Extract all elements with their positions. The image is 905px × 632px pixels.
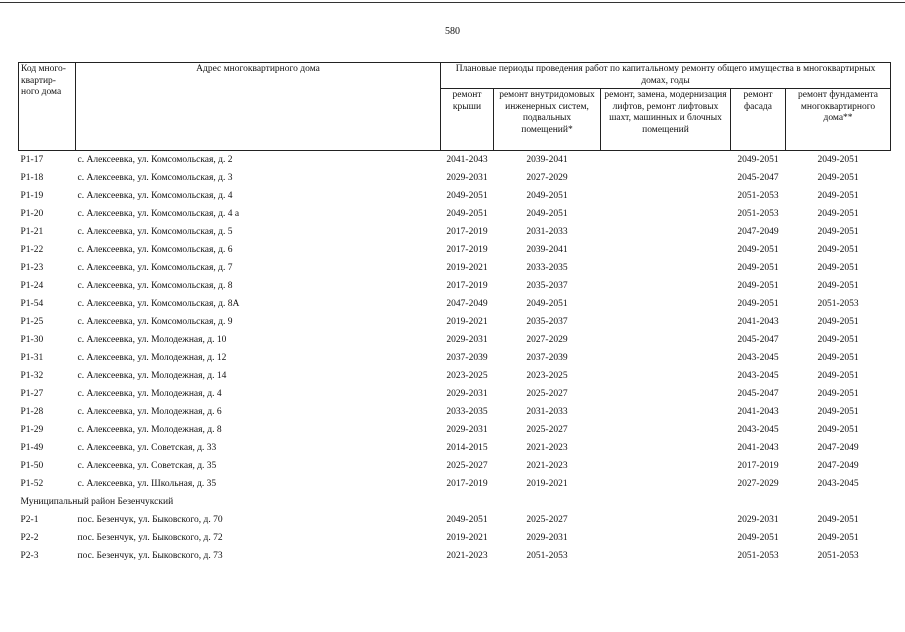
cell-code: Р1-22: [20, 245, 44, 255]
table-row: [19, 439, 891, 457]
cell-facade: 2051-2053: [737, 191, 779, 201]
header-periods: Плановые периоды проведения работ по капитальному ремонту общего имущества в многоквартирных домах, годы: [441, 63, 891, 89]
cell-code: Р1-54: [20, 299, 44, 309]
cell-foundation: 2047-2049: [817, 443, 859, 453]
cell-address: с. Алексеевка, ул. Советская, д. 33: [77, 443, 217, 453]
table-row: [19, 277, 891, 295]
cell-address: пос. Безенчук, ул. Быковского, д. 73: [77, 551, 223, 561]
cell-elevators: [601, 331, 731, 349]
cell-address: с. Алексеевка, ул. Молодежная, д. 10: [77, 335, 227, 345]
table-row: [19, 367, 891, 385]
cell-roof: 2014-2015: [446, 443, 488, 453]
cell-facade: 2043-2045: [737, 425, 779, 435]
cell-address: с. Алексеевка, ул. Советская, д. 35: [77, 461, 217, 471]
cell-elevators: [601, 295, 731, 313]
cell-code: Р1-23: [20, 263, 44, 273]
cell-address: с. Алексеевка, ул. Школьная, д. 35: [77, 479, 217, 489]
cell-internal-systems: 2039-2041: [526, 245, 568, 255]
cell-internal-systems: 2027-2029: [526, 173, 568, 183]
cell-facade: 2049-2051: [737, 299, 779, 309]
cell-foundation: 2049-2051: [817, 209, 859, 219]
cell-foundation: 2049-2051: [817, 281, 859, 291]
cell-foundation: 2047-2049: [817, 461, 859, 471]
cell-facade: 2041-2043: [737, 407, 779, 417]
cell-internal-systems: 2023-2025: [526, 371, 568, 381]
cell-facade: 2045-2047: [737, 335, 779, 345]
cell-elevators: [601, 457, 731, 475]
cell-address: с. Алексеевка, ул. Комсомольская, д. 8: [77, 281, 233, 291]
cell-facade: 2027-2029: [737, 479, 779, 489]
cell-facade: 2043-2045: [737, 353, 779, 363]
cell-code: Р1-18: [20, 173, 44, 183]
cell-code: Р1-31: [20, 353, 44, 363]
table-row: [19, 349, 891, 367]
cell-internal-systems: 2025-2027: [526, 389, 568, 399]
cell-elevators: [601, 313, 731, 331]
cell-foundation: 2049-2051: [817, 515, 859, 525]
cell-internal-systems: 2037-2039: [526, 353, 568, 363]
cell-foundation: 2049-2051: [817, 335, 859, 345]
cell-address: с. Алексеевка, ул. Комсомольская, д. 5: [77, 227, 233, 237]
cell-code: Р1-30: [20, 335, 44, 345]
cell-elevators: [601, 439, 731, 457]
cell-elevators: [601, 547, 731, 565]
table-row: [19, 385, 891, 403]
cell-roof: 2017-2019: [446, 245, 488, 255]
cell-address: с. Алексеевка, ул. Комсомольская, д. 4 а: [77, 209, 240, 219]
cell-facade: 2029-2031: [737, 515, 779, 525]
cell-address: с. Алексеевка, ул. Комсомольская, д. 6: [77, 245, 233, 255]
cell-roof: 2029-2031: [446, 335, 488, 345]
cell-elevators: [601, 349, 731, 367]
cell-foundation: 2049-2051: [817, 173, 859, 183]
cell-roof: 2029-2031: [446, 173, 488, 183]
cell-facade: 2051-2053: [737, 209, 779, 219]
cell-facade: 2041-2043: [737, 443, 779, 453]
cell-facade: 2049-2051: [737, 281, 779, 291]
cell-address: с. Алексеевка, ул. Молодежная, д. 4: [77, 389, 222, 399]
cell-roof: 2019-2021: [446, 263, 488, 273]
cell-elevators: [601, 421, 731, 439]
header-roof: ремонт крыши: [441, 89, 494, 151]
cell-address: с. Алексеевка, ул. Молодежная, д. 8: [77, 425, 222, 435]
cell-elevators: [601, 403, 731, 421]
cell-address: с. Алексеевка, ул. Комсомольская, д. 7: [77, 263, 233, 273]
cell-facade: 2049-2051: [737, 533, 779, 543]
table-row: [19, 241, 891, 259]
cell-internal-systems: 2049-2051: [526, 209, 568, 219]
cell-roof: 2049-2051: [446, 191, 488, 201]
cell-foundation: 2049-2051: [817, 191, 859, 201]
table-row: [19, 295, 891, 313]
cell-code: Р2-2: [20, 533, 39, 543]
cell-code: Р1-28: [20, 407, 44, 417]
capital-repair-table: [18, 62, 891, 565]
cell-foundation: 2051-2053: [817, 299, 859, 309]
cell-address: с. Алексеевка, ул. Молодежная, д. 6: [77, 407, 222, 417]
header-facade: ремонт фасада: [731, 89, 786, 151]
header-foundation: ремонт фундамента многоквартирного дома**: [786, 89, 891, 151]
cell-elevators: [601, 511, 731, 529]
table-row: [19, 403, 891, 421]
cell-elevators: [601, 205, 731, 223]
table-row: [19, 205, 891, 223]
cell-internal-systems: 2029-2031: [526, 533, 568, 543]
cell-foundation: 2043-2045: [817, 479, 859, 489]
cell-facade: 2045-2047: [737, 389, 779, 399]
table-row: [19, 475, 891, 493]
cell-roof: 2025-2027: [446, 461, 488, 471]
cell-internal-systems: 2035-2037: [526, 317, 568, 327]
cell-elevators: [601, 367, 731, 385]
cell-address: с. Алексеевка, ул. Комсомольская, д. 9: [77, 317, 233, 327]
cell-code: Р1-17: [20, 155, 44, 165]
cell-roof: 2049-2051: [446, 209, 488, 219]
cell-foundation: 2049-2051: [817, 227, 859, 237]
table-body: [19, 151, 891, 566]
cell-roof: 2033-2035: [446, 407, 488, 417]
cell-elevators: [601, 151, 731, 170]
table-row: [19, 151, 891, 170]
cell-foundation: 2049-2051: [817, 353, 859, 363]
cell-foundation: 2049-2051: [817, 245, 859, 255]
cell-elevators: [601, 529, 731, 547]
section-row: [19, 493, 891, 511]
cell-code: Р1-52: [20, 479, 44, 489]
cell-facade: 2045-2047: [737, 173, 779, 183]
header-elevators: ремонт, замена, модернизация лифтов, ремонт лифтовых шахт, машинных и блочных помещений: [601, 89, 731, 151]
cell-foundation: 2051-2053: [817, 551, 859, 561]
cell-foundation: 2049-2051: [817, 371, 859, 381]
cell-code: Р1-24: [20, 281, 44, 291]
cell-code: Р1-27: [20, 389, 44, 399]
cell-code: Р2-1: [20, 515, 39, 525]
cell-foundation: 2049-2051: [817, 533, 859, 543]
cell-facade: 2051-2053: [737, 551, 779, 561]
cell-address: с. Алексеевка, ул. Молодежная, д. 14: [77, 371, 227, 381]
cell-internal-systems: 2019-2021: [526, 479, 568, 489]
top-rule: [0, 2, 905, 3]
cell-address: с. Алексеевка, ул. Комсомольская, д. 8А: [77, 299, 240, 309]
cell-code: Р1-32: [20, 371, 44, 381]
page-number: 580: [445, 26, 460, 37]
cell-internal-systems: 2025-2027: [526, 515, 568, 525]
cell-facade: 2049-2051: [737, 155, 779, 165]
cell-internal-systems: 2039-2041: [526, 155, 568, 165]
cell-address: пос. Безенчук, ул. Быковского, д. 70: [77, 515, 223, 525]
cell-elevators: [601, 385, 731, 403]
cell-elevators: [601, 223, 731, 241]
cell-internal-systems: 2021-2023: [526, 443, 568, 453]
cell-internal-systems: 2033-2035: [526, 263, 568, 273]
cell-roof: 2023-2025: [446, 371, 488, 381]
cell-internal-systems: 2035-2037: [526, 281, 568, 291]
cell-internal-systems: 2049-2051: [526, 299, 568, 309]
cell-roof: 2017-2019: [446, 227, 488, 237]
cell-elevators: [601, 277, 731, 295]
cell-roof: 2047-2049: [446, 299, 488, 309]
header-code: Код много-квартир-ного дома: [19, 63, 76, 151]
table-row: [19, 529, 891, 547]
cell-internal-systems: 2027-2029: [526, 335, 568, 345]
table-row: [19, 511, 891, 529]
cell-address: пос. Безенчук, ул. Быковского, д. 72: [77, 533, 223, 543]
table-row: [19, 187, 891, 205]
cell-internal-systems: 2031-2033: [526, 227, 568, 237]
cell-roof: 2021-2023: [446, 551, 488, 561]
cell-address: с. Алексеевка, ул. Молодежная, д. 12: [77, 353, 227, 363]
cell-code: Р1-29: [20, 425, 44, 435]
cell-roof: 2041-2043: [446, 155, 488, 165]
cell-internal-systems: 2049-2051: [526, 191, 568, 201]
table-row: [19, 331, 891, 349]
cell-code: Р1-25: [20, 317, 44, 327]
cell-roof: 2049-2051: [446, 515, 488, 525]
table-row: [19, 259, 891, 277]
cell-elevators: [601, 187, 731, 205]
cell-code: Р1-19: [20, 191, 44, 201]
table-row: [19, 313, 891, 331]
cell-roof: 2017-2019: [446, 479, 488, 489]
cell-foundation: 2049-2051: [817, 425, 859, 435]
cell-roof: 2029-2031: [446, 425, 488, 435]
cell-internal-systems: 2025-2027: [526, 425, 568, 435]
cell-foundation: 2049-2051: [817, 155, 859, 165]
table-row: [19, 421, 891, 439]
cell-roof: 2029-2031: [446, 389, 488, 399]
cell-facade: 2043-2045: [737, 371, 779, 381]
cell-roof: 2037-2039: [446, 353, 488, 363]
cell-code: Р1-20: [20, 209, 44, 219]
header-internal-systems: ремонт внутридомовых инженерных систем, подвальных помещений*: [494, 89, 601, 151]
table-row: [19, 547, 891, 565]
cell-facade: 2041-2043: [737, 317, 779, 327]
table-row: [19, 457, 891, 475]
section-title: Муниципальный район Безенчукский: [20, 497, 174, 507]
cell-foundation: 2049-2051: [817, 407, 859, 417]
cell-foundation: 2049-2051: [817, 317, 859, 327]
cell-facade: 2047-2049: [737, 227, 779, 237]
cell-address: с. Алексеевка, ул. Комсомольская, д. 2: [77, 155, 233, 165]
cell-facade: 2049-2051: [737, 263, 779, 273]
cell-foundation: 2049-2051: [817, 263, 859, 273]
cell-code: Р1-49: [20, 443, 44, 453]
cell-elevators: [601, 475, 731, 493]
cell-internal-systems: 2031-2033: [526, 407, 568, 417]
table-row: [19, 223, 891, 241]
cell-facade: 2017-2019: [737, 461, 779, 471]
table-row: [19, 169, 891, 187]
cell-internal-systems: 2021-2023: [526, 461, 568, 471]
cell-foundation: 2049-2051: [817, 389, 859, 399]
cell-code: Р1-50: [20, 461, 44, 471]
cell-internal-systems: 2051-2053: [526, 551, 568, 561]
cell-elevators: [601, 241, 731, 259]
cell-facade: 2049-2051: [737, 245, 779, 255]
cell-address: с. Алексеевка, ул. Комсомольская, д. 3: [77, 173, 233, 183]
cell-code: Р2-3: [20, 551, 39, 561]
cell-roof: 2019-2021: [446, 317, 488, 327]
cell-address: с. Алексеевка, ул. Комсомольская, д. 4: [77, 191, 233, 201]
cell-code: Р1-21: [20, 227, 44, 237]
cell-roof: 2019-2021: [446, 533, 488, 543]
cell-roof: 2017-2019: [446, 281, 488, 291]
cell-elevators: [601, 259, 731, 277]
cell-elevators: [601, 169, 731, 187]
header-address: Адрес многоквартирного дома: [76, 63, 441, 151]
